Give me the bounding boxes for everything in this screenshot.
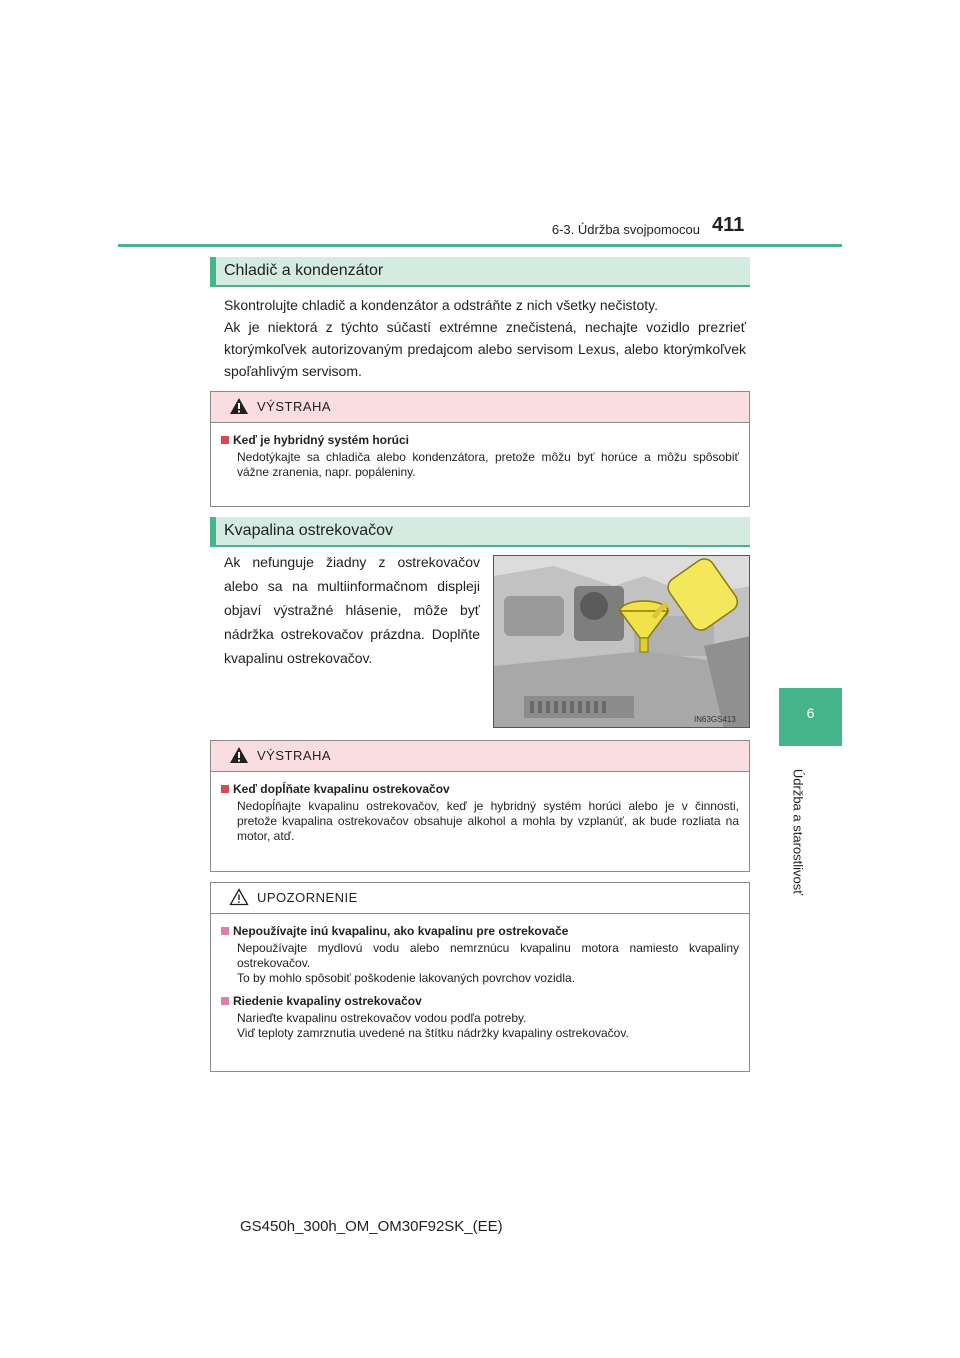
warning-item-title: Keď dopĺňate kvapalinu ostrekovačov <box>221 782 739 796</box>
warning-triangle-icon <box>229 397 249 415</box>
bullet-square-icon <box>221 927 229 935</box>
warning-label: VÝSTRAHA <box>257 748 332 763</box>
warning-header <box>211 741 749 772</box>
section-heading-radiator <box>210 257 750 287</box>
warning-box-hot-system <box>210 391 750 507</box>
notice-item-title: Nepoužívajte inú kvapalinu, ako kvapalinu pre ostrekovače <box>221 924 739 938</box>
page-number: 411 <box>712 214 745 236</box>
washer-refill-image <box>494 556 750 728</box>
section-title: Chladič a kondenzátor <box>224 262 384 279</box>
warning-box-refilling <box>210 740 750 872</box>
heading-accent-bar <box>210 517 216 545</box>
running-header-section: 6-3. Údržba svojpomocou <box>551 222 700 237</box>
warning-item-text: Nedopĺňajte kvapalinu ostrekovačov, keď je hybridný systém horúci alebo je v činnosti, pretože kvapalina ostrekovačov obsahuje alkohol a mohla by vzplanúť, ak bude rozliata na motor, atď. <box>237 799 739 843</box>
notice-item-text: Nepoužívajte mydlovú vodu alebo nemrznúcu kvapalinu motora namiesto kvapaliny ostrekovačov. To by mohlo spôsobiť poškodenie lakovaných povrchov vozidla. <box>237 941 739 985</box>
notice-header <box>211 883 749 914</box>
notice-item-text: Narieďte kvapalinu ostrekovačov vodou podľa potreby. Viď teploty zamrznutia uvedené na štítku nádržky kvapaliny ostrekovačov. <box>237 1011 629 1040</box>
warning-label: VÝSTRAHA <box>257 399 332 414</box>
bullet-square-icon <box>221 997 229 1005</box>
notice-label: UPOZORNENIE <box>257 890 358 905</box>
paragraph: Skontrolujte chladič a kondenzátor a odstráňte z nich všetky nečistoty. <box>224 297 658 313</box>
engine-bay-illustration <box>493 555 750 728</box>
bullet-square-icon <box>221 785 229 793</box>
chapter-title: Údržba a starostlivosť <box>790 768 806 896</box>
image-code: IN63GS413 <box>694 715 736 724</box>
chapter-tab <box>779 688 842 746</box>
section-text-radiator <box>224 294 746 382</box>
bullet-square-icon <box>221 436 229 444</box>
section-text-washer-fluid: Ak nefunguje žiadny z ostrekovačov alebo sa na multiinformačnom displeji objaví výstražné hlásenie, môže byť nádržka ostrekovačov prázdna. Doplňte kvapalinu ostrekovačov. <box>224 554 480 666</box>
paragraph: Ak je niektorá z týchto súčastí extrémne znečistená, nechajte vozidlo prezrieť ktorýmkoľvek autorizovaným predajcom alebo servisom Lexus, alebo ktorýmkoľvek spoľahlivým servisom. <box>224 319 746 379</box>
header-divider <box>118 244 842 247</box>
notice-box <box>210 882 750 1072</box>
chapter-number: 6 <box>806 705 815 721</box>
warning-header <box>211 392 749 423</box>
warning-triangle-icon <box>229 746 249 764</box>
caution-triangle-icon <box>229 888 249 906</box>
section-title: Kvapalina ostrekovačov <box>224 522 393 539</box>
warning-item-text: Nedotýkajte sa chladiča alebo kondenzátora, pretože môžu byť horúce a môžu spôsobiť vážne zranenia, napr. popáleniny. <box>237 450 739 479</box>
warning-item-title: Keď je hybridný systém horúci <box>221 433 739 447</box>
chapter-title-vertical <box>780 762 816 902</box>
notice-item-title: Riedenie kvapaliny ostrekovačov <box>221 994 739 1008</box>
heading-accent-bar <box>210 257 216 285</box>
document-code-footer: GS450h_300h_OM_OM30F92SK_(EE) <box>240 1218 503 1235</box>
section-heading-washer-fluid <box>210 517 750 547</box>
